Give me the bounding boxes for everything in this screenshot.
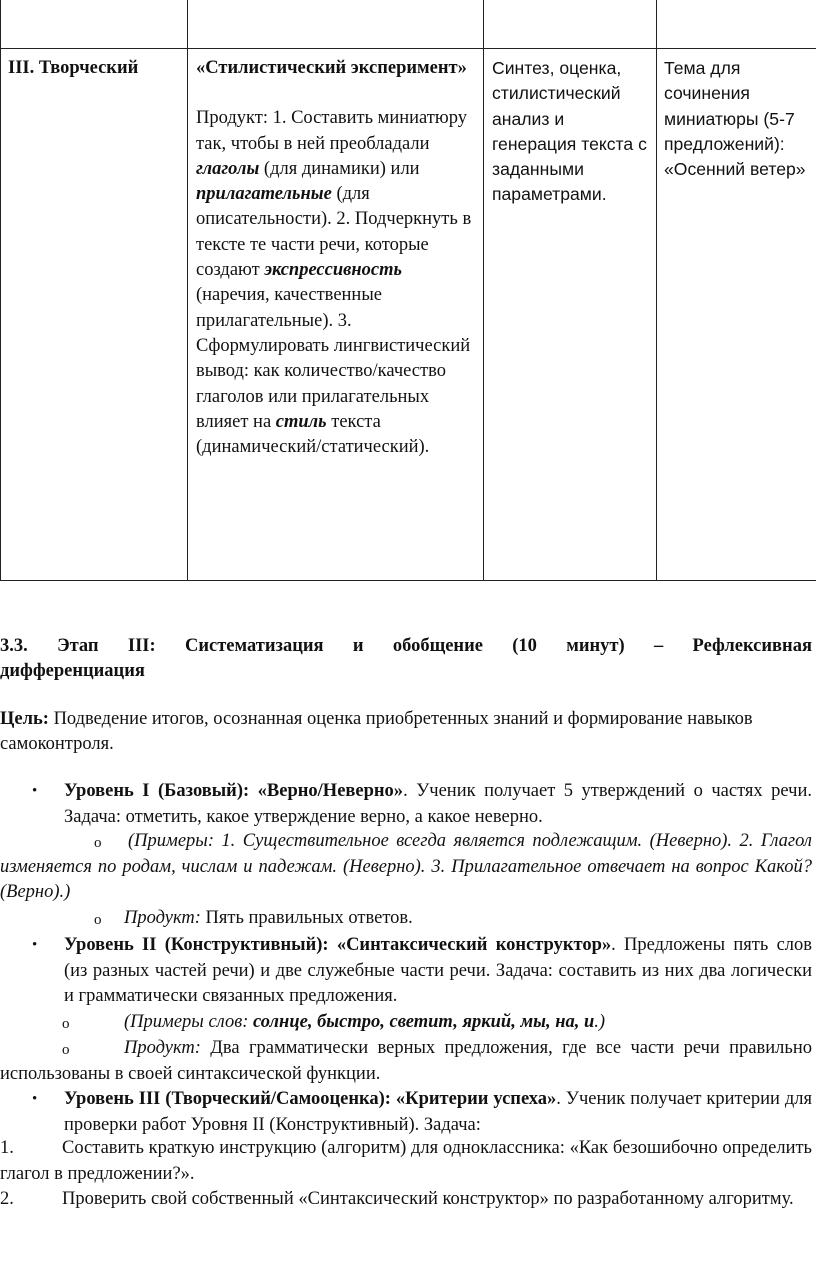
numbered-marker-1: 1. [0, 1138, 14, 1158]
level-1-product: Продукт: Пять правильных ответов. [124, 908, 413, 928]
term-adjectives: прилагательные [196, 184, 332, 205]
goal-label: Цель: [0, 709, 49, 729]
heading-word: Этап [57, 636, 99, 656]
level-2-examples: (Примеры слов: солнце, быстро, светит, яркий, мы, на, и.) [124, 1012, 606, 1032]
heading-word: и [352, 636, 364, 656]
table-border-left [0, 0, 1, 581]
numbered-item-1: Составить краткую инструкцию (алгоритм) для одноклассника: «Как безошибочно определить глагол в предложении?». [0, 1138, 812, 1184]
cell-stage: III. Творческий [8, 58, 139, 78]
level-3-item: Уровень III (Творческий/Самооценка): «Критерии успеха». Ученик получает критерии для проверки работ Уровня II (Конструктивный). Задача: [64, 1089, 812, 1135]
lesson-table [0, 0, 816, 581]
sub-marker-l2-examples: o [62, 1016, 70, 1032]
cell-skills: Синтез, оценка, стилистический анализ и генерация текста с заданными параметрами. [492, 58, 647, 205]
bullet-level-2: • [32, 937, 38, 953]
sub-marker-l1-product: o [94, 912, 102, 928]
heading-line-1 [0, 634, 812, 659]
heading-word: 3.3. [0, 636, 28, 656]
task-title: «Стилистический эксперимент» [196, 58, 467, 78]
level-2-product: Продукт: Два грамматически верных предложения, где все части речи правильно использованы в своей синтаксической функции. [0, 1038, 812, 1084]
heading-word: (10 [512, 636, 537, 656]
section-heading [0, 634, 812, 684]
sub-marker-l1-examples: o [94, 835, 102, 851]
heading-word: обобщение [392, 636, 483, 656]
level-2-title: Уровень II (Конструктивный): «Синтаксический конструктор» [64, 935, 612, 955]
numbered-marker-2: 2. [0, 1189, 14, 1209]
heading-line-2: дифференциация [0, 661, 145, 681]
heading-word: III: [127, 636, 156, 656]
numbered-item-2: Проверить свой собственный «Синтаксический конструктор» по разработанному алгоритму. [62, 1189, 794, 1209]
table-divider-2 [483, 0, 484, 581]
table-row-divider [0, 48, 816, 49]
level-3-title: Уровень III (Творческий/Самооценка): «Критерии успеха» [64, 1089, 557, 1109]
goal-paragraph [0, 707, 812, 757]
goal-text: Подведение итогов, осознанная оценка приобретенных знаний и формирование навыков самоконтроля. [0, 709, 753, 754]
level-1-title: Уровень I (Базовый): «Верно/Неверно» [64, 781, 404, 801]
table-divider-1 [187, 0, 188, 581]
heading-word: Рефлексивная [692, 636, 812, 656]
level-1-examples: (Примеры: 1. Существительное всегда является подлежащим. (Неверно). 2. Глагол изменяется по родам, числам и падежам. (Неверно). 3. Прилагательное отвечает на вопрос Какой? (Верно).) [0, 831, 812, 902]
heading-word: Систематизация [184, 636, 324, 656]
cell-topic: Тема для сочинения миниатюры (5-7 предложений): «Осенний ветер» [664, 58, 806, 180]
table-bottom-border [0, 580, 816, 581]
table-divider-3 [656, 0, 657, 581]
term-expressiveness: экспрессивность [264, 260, 402, 281]
cell-task [196, 56, 478, 460]
heading-word: – [653, 636, 664, 656]
term-style: стиль [275, 411, 327, 432]
sub-marker-l2-product: o [62, 1042, 70, 1058]
level-1-item: Уровень I (Базовый): «Верно/Неверно». Ученик получает 5 утверждений о частях речи. Задача: отметить, какое утверждение верно, а какое неверно. [64, 781, 812, 827]
example-words: солнце, быстро, светит, яркий, мы, на, и [253, 1012, 595, 1032]
heading-word: минут) [566, 636, 625, 656]
task-product: Продукт: 1. Составить миниатюру так, чтобы в ней преобладали глаголы (для динамики) или прилагательные (для описательности). 2. Подчеркнуть в тексте те части речи, которые создают экспрессивность (наречия, качественные прилагательные). 3. Сформулировать лингвистический вывод: как количество/качество глаголов или прилагательных влияет на стиль текста (динамический/статический). [196, 108, 472, 458]
level-2-item: Уровень II (Конструктивный): «Синтаксический конструктор». Предложены пять слов (из разных частей речи) и две служебные части речи. Задача: составить из них два логически и грамматически связанных предложения. [64, 935, 812, 1006]
bullet-level-3: • [32, 1091, 38, 1107]
bullet-level-1: • [32, 783, 38, 799]
term-verbs: глаголы [196, 158, 260, 179]
